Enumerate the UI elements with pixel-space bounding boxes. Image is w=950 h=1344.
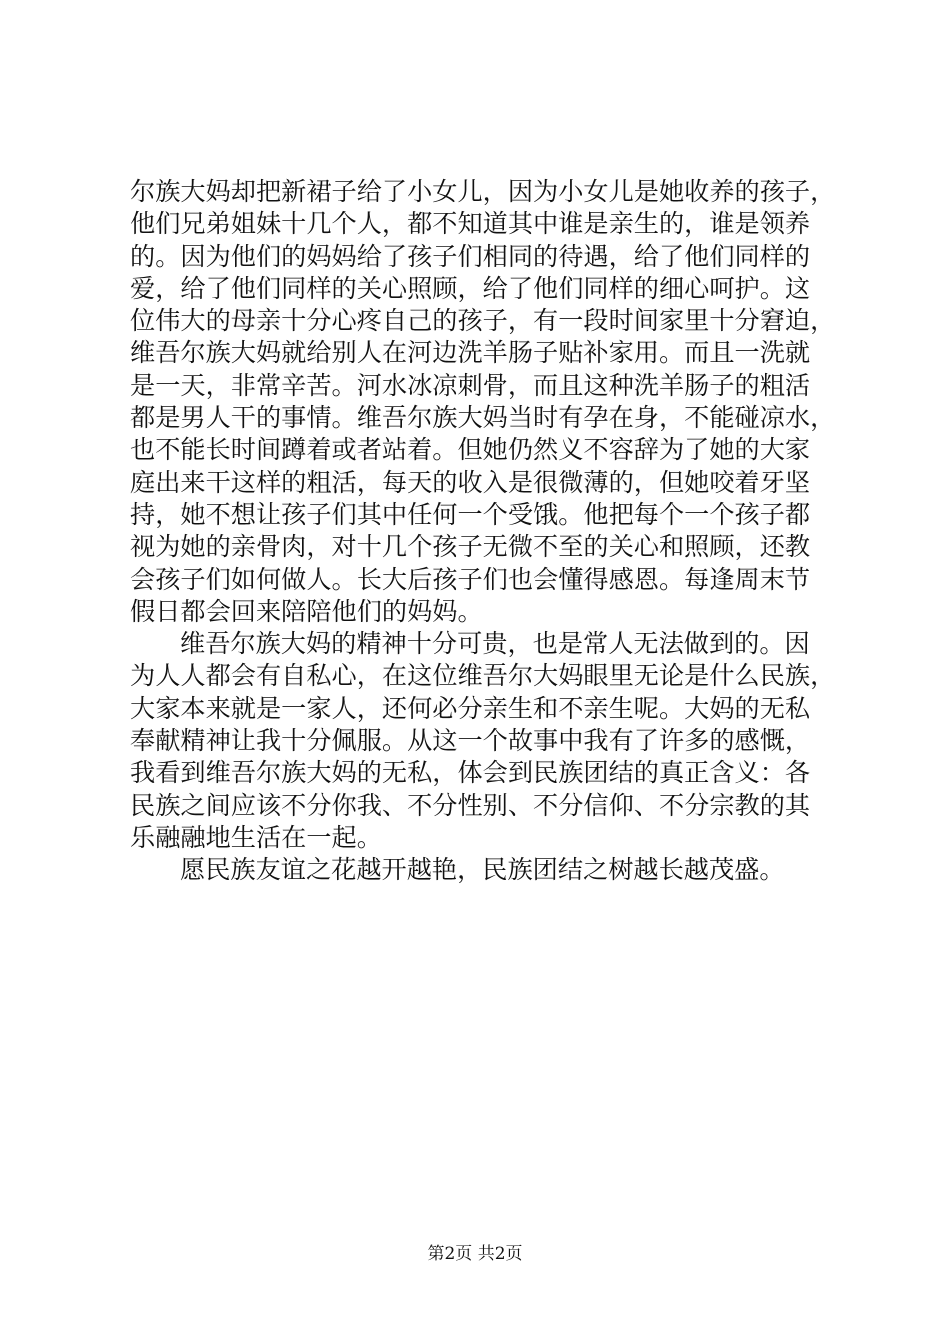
text-line: 为人人都会有自私心，在这位维吾尔大妈眼里无论是什么民族， bbox=[130, 661, 836, 691]
page-footer: 第2页 共2页 bbox=[427, 1244, 523, 1264]
paragraph-first-line: 愿民族友谊之花越开越艳，民族团结之树越长越茂盛。 bbox=[180, 855, 785, 885]
text-line: 是一天，非常辛苦。河水冰凉刺骨，而且这种洗羊肠子的粗活 bbox=[130, 370, 811, 400]
text-line: 会孩子们如何做人。长大后孩子们也会懂得感恩。每逢周末节 bbox=[130, 564, 811, 594]
text-line: 也不能长时间蹲着或者站着。但她仍然义不容辞为了她的大家 bbox=[130, 435, 811, 465]
text-line: 都是男人干的事情。维吾尔族大妈当时有孕在身，不能碰凉水， bbox=[130, 403, 836, 433]
text-line: 乐融融地生活在一起。 bbox=[130, 822, 382, 852]
text-line: 爱，给了他们同样的关心照顾，给了他们同样的细心呵护。这 bbox=[130, 273, 811, 303]
document-body bbox=[130, 176, 850, 887]
text-line: 我看到维吾尔族大妈的无私，体会到民族团结的真正含义：各 bbox=[130, 758, 811, 788]
text-line: 大家本来就是一家人，还何必分亲生和不亲生呢。大妈的无私 bbox=[130, 693, 811, 723]
text-line: 民族之间应该不分你我、不分性别、不分信仰、不分宗教的其 bbox=[130, 790, 811, 820]
text-line: 位伟大的母亲十分心疼自己的孩子，有一段时间家里十分窘迫， bbox=[130, 306, 836, 336]
paragraph-first-line: 维吾尔族大妈的精神十分可贵，也是常人无法做到的。因 bbox=[180, 629, 810, 659]
text-line: 他们兄弟姐妹十几个人，都不知道其中谁是亲生的，谁是领养 bbox=[130, 209, 811, 239]
text-line: 尔族大妈却把新裙子给了小女儿，因为小女儿是她收养的孩子， bbox=[130, 177, 836, 206]
text-line: 维吾尔族大妈就给别人在河边洗羊肠子贴补家用。而且一洗就 bbox=[130, 338, 811, 368]
text-line: 假日都会回来陪陪他们的妈妈。 bbox=[130, 596, 483, 626]
text-line: 持，她不想让孩子们其中任何一个受饿。他把每个一个孩子都 bbox=[130, 499, 811, 529]
text-line: 庭出来干这样的粗活，每天的收入是很微薄的，但她咬着牙坚 bbox=[130, 467, 811, 497]
text-line: 的。因为他们的妈妈给了孩子们相同的待遇，给了他们同样的 bbox=[130, 241, 811, 271]
text-line: 视为她的亲骨肉，对十几个孩子无微不至的关心和照顾，还教 bbox=[130, 532, 811, 562]
text-line: 奉献精神让我十分佩服。从这一个故事中我有了许多的感慨， bbox=[130, 726, 811, 756]
